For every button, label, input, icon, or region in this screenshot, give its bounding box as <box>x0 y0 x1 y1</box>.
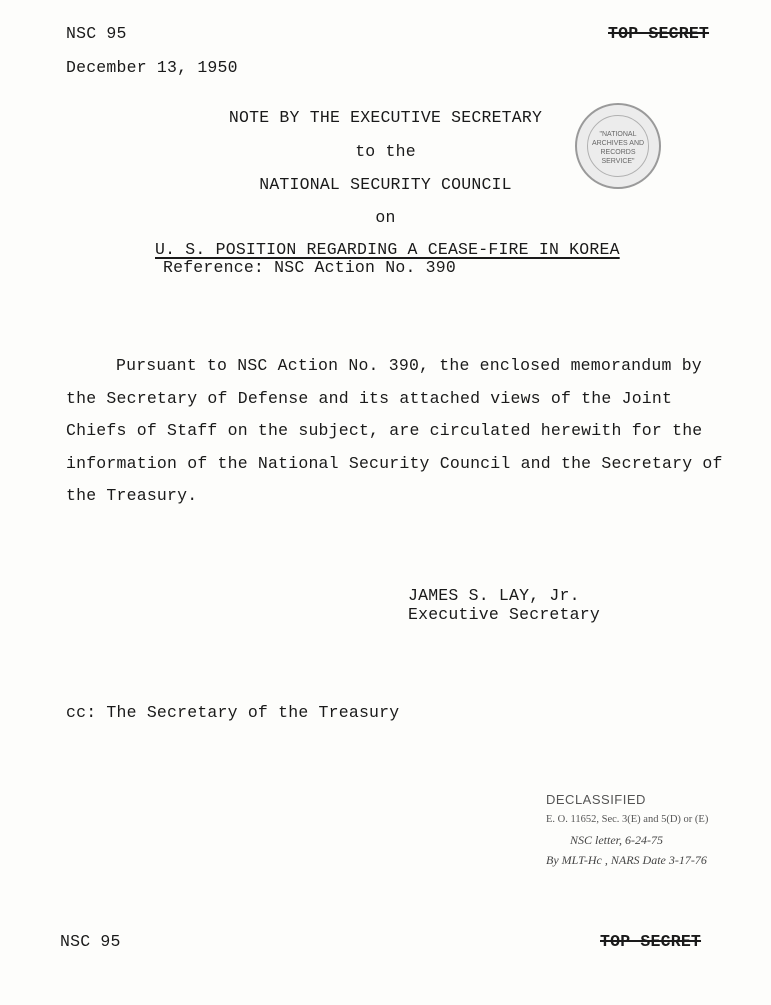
header-classification: TOP SECRET <box>608 24 710 43</box>
seal-line-2: ARCHIVES AND <box>591 140 645 147</box>
subject-line: U. S. POSITION REGARDING A CEASE-FIRE IN KOREA <box>155 240 620 259</box>
body-line-1: Pursuant to NSC Action No. 390, the enclosed memorandum by <box>116 356 702 375</box>
body-line-4: information of the National Security Council and the Secretary of <box>66 453 723 473</box>
body-paragraph <box>66 350 726 513</box>
cc-line: cc: The Secretary of the Treasury <box>66 703 400 722</box>
title-line-1: NOTE BY THE EXECUTIVE SECRETARY <box>228 108 543 127</box>
seal-line-3: RECORDS <box>600 149 636 156</box>
signature-name: JAMES S. LAY, Jr. <box>408 586 580 605</box>
title-line-2: to the <box>355 142 416 161</box>
declass-by-date-line: By MLT-Hc , NARS Date 3-17-76 <box>546 853 707 867</box>
title-line-3: NATIONAL SECURITY COUNCIL <box>259 175 512 194</box>
title-line-4: on <box>375 208 396 227</box>
body-line-2: the Secretary of Defense and its attached views of the Joint <box>66 388 673 408</box>
body-line-3: Chiefs of Staff on the subject, are circulated herewith for the <box>66 421 703 440</box>
seal-line-4: SERVICE" <box>601 158 635 165</box>
footer-classification: TOP SECRET <box>600 932 702 951</box>
body-line-5: the Treasury. <box>66 486 198 505</box>
seal-line-1: "NATIONAL <box>599 131 637 138</box>
header-doc-id: NSC 95 <box>66 24 127 43</box>
declassified-heading: DECLASSIFIED <box>546 792 646 807</box>
declass-authority-line: E. O. 11652, Sec. 3(E) and 5(D) or (E) <box>546 814 709 825</box>
document-date: December 13, 1950 <box>66 58 238 77</box>
archive-seal-stamp <box>575 103 661 189</box>
signature-title: Executive Secretary <box>408 605 600 624</box>
declass-letter-line: NSC letter, 6-24-75 <box>570 833 663 847</box>
declassification-stamp <box>540 790 770 870</box>
archive-seal-text <box>587 115 649 177</box>
reference-line: Reference: NSC Action No. 390 <box>163 258 456 277</box>
footer-doc-id: NSC 95 <box>60 932 121 951</box>
